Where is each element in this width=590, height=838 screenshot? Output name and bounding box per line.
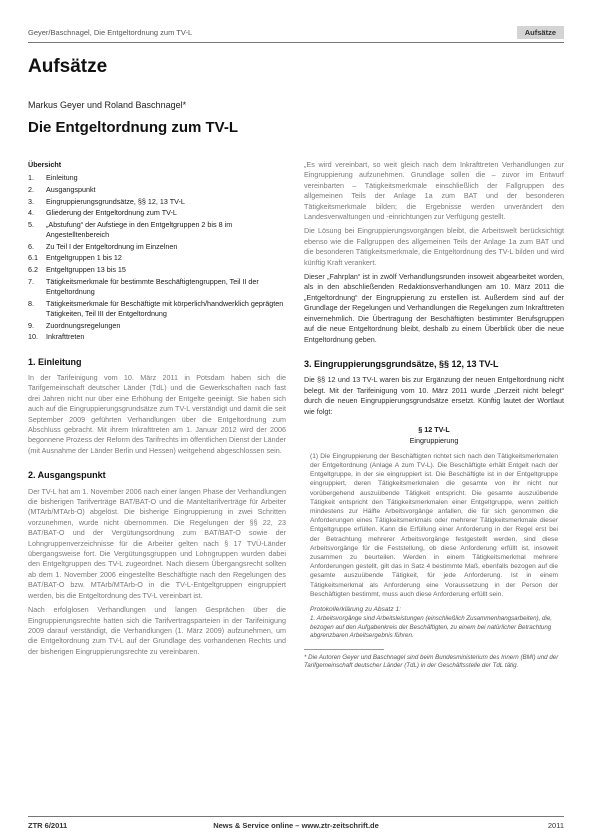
left-column <box>28 160 286 661</box>
footnote-rule <box>304 649 384 650</box>
journal-issue: ZTR 6/2011 <box>28 821 68 830</box>
body-paragraph: In der Tarifeinigung vom 10. März 2011 in Potsdam haben sich die Tarifgemeinschaft deutscher Länder (TdL) und die Gewerkschaften nach fast drei Jahren nicht nur über eine Erhöhung der Entgelte geeinigt. Sie haben sich auch auf die Eingruppierungsgrundsätze zum TV-L verständigt und damit die seit September 2009 geführten Verhandlungen über die Entgeltordnung zum Abschluss gebracht. Mit ihrem Inkrafttreten am 1. Januar 2012 wird der 2006 begonnene Prozess der Reform des Tarifrechts im öffentlichen Dienst der Länder (mit Ausnahme der Länder Berlin und Hessen) weitgehend abgeschlossen sein. <box>28 372 286 455</box>
law-text: (1) Die Eingruppierung der Beschäftigten richtet sich nach den Tätigkeitsmerkmalen der Entgeltordnung (Anlage A zum TV-L). Die Beschäftigte erhält Entgelt nach der Entgeltgruppe, in der sie eingruppiert ist. Die Beschäftigte ist in der Entgeltgruppe eingruppiert, deren Tätigkeitsmerkmalen die gesamte von ihr nicht nur vorübergehend auszuübende Tätigkeit entspricht. Die gesamte auszuübende Tätigkeit entspricht den Tätigkeitsmerkmalen einer Entgeltgruppe, wenn zeitlich mindestens zur Hälfte Arbeitsvorgänge anfallen, die für sich genommen die Anforderungen eines Tätigkeitsmerkmals oder mehrerer Tätigkeitsmerkmale dieser Entgeltgruppe erfüllen. Kann die Erfüllung einer Anforderung in der Regel erst bei der Betrachtung mehrerer Arbeitsvorgänge festgestellt werden, sind diese Arbeitsvorgänge für die Feststellung, ob diese Anforderung erfüllt ist, insoweit zusammen zu beurteilen. Werden in einem Tätigkeitsmerkmal mehrere Anforderungen gestellt, gilt das in Satz 4 bestimmte Maß, ebenfalls bezogen auf die gesamte auszuübende Tätigkeit, für jede Anforderung. Ist in einem Tätigkeitsmerkmal als Anforderung eine Voraussetzung in der Person der Beschäftigten bestimmt, muss auch diese Anforderung erfüllt sein. <box>310 452 558 598</box>
toc-item: 6.1 Entgeltgruppen 1 bis 12 <box>28 253 122 263</box>
authors: Markus Geyer und Roland Baschnagel* <box>28 100 187 110</box>
toc-item: 7. Tätigkeitsmerkmale für bestimmte Beschäftigtengruppen, Teil II der Entgeltordnung <box>28 276 259 296</box>
protocol-note: 1. Arbeitsvorgänge sind Arbeitsleistungen (einschließlich Zusammenhangsarbeiten), die, bezogen auf den Aufgabenkreis der Beschäftigten, zu einem bei natürlicher Betrachtung abgrenzbaren Arbeitsergebnis führen. <box>310 615 553 640</box>
section-heading-3: 3. Eingruppierungsgrundsätze, §§ 12, 13 TV-L <box>304 358 499 369</box>
quote-paragraph: „Es wird vereinbart, so weit gleich nach dem Inkrafttreten Verhandlungen zur Eingruppierung aufzunehmen. Grundlage sollen die – zuvor im Entwurf vereinbarten – Tätigkeitsmerkmale einschließlich der Fallgruppen des allgemeinen Teils der Anlage 1a zum BAT und der besonderen Tätigkeitsmerkmale bilden; die Ergebnisse werden unverändert den Landesverwaltungen und -einrichtungen zur Verfügung gestellt. <box>304 160 564 222</box>
running-title: Geyer/Baschnagel, Die Entgeltordnung zum TV-L <box>28 28 193 37</box>
law-title: § 12 TV-L <box>418 424 450 434</box>
section-heading-2: 2. Ausgangspunkt <box>28 470 106 481</box>
page-number: 2011 <box>547 821 564 830</box>
law-subtitle: Eingruppierung <box>409 436 459 446</box>
law-excerpt <box>304 425 564 641</box>
section-tab: Aufsätze <box>517 26 564 39</box>
toc-item: 9. Zuordnungsregelungen <box>28 320 121 330</box>
toc-item: 1. Einleitung <box>28 173 78 183</box>
toc-title: Übersicht <box>28 160 62 169</box>
header-rule <box>28 42 564 43</box>
running-head <box>28 26 564 40</box>
body-paragraph: Nach erfolglosen Verhandlungen und langen Gesprächen über die Eingruppierungsrechte hatten sich die Tarifvertragsparteien in der Tarifeinigung 2009 darauf verständigt, die Verhandlungen (1. März 2009) aufzunehmen, um die Entgeltordnung zum TV-L auf der Grundlage des vorhandenen Rechts und der bisherigen Eingruppierungsrechte zu vereinbaren. <box>28 605 286 656</box>
section-heading-1: 1. Einleitung <box>28 356 82 367</box>
body-paragraph: Der TV-L hat am 1. November 2006 nach einer langen Phase der Verhandlungen die bisherigen Tarifverträge BAT/BAT-O und die Manteltarifverträge für Arbeiter (MTArb/MTArb-O) abgelöst. Die bisherige Eingruppierung in zwei Schritten vorzunehmen, wurde nicht übernommen. Die Regelungen der §§ 22, 23 BAT/BAT-O und der Vergütungsordnung zum BAT/BAT-O sowie der Lohngruppenverzeichnisse für die Arbeiter gelten nach § 17 TVÜ-Länder übergangsweise fort. Die Vergütungsgruppen und Lohngruppen wurden dabei den Entgeltgruppen des TV-L zugeordnet. Nach diesem Übergangsrecht sollten ab dem 1. November 2006 eingestellte Beschäftigte nach den Regelungen des BAT/BAT-O bzw. MTArb/MTArb-O in die TV-L-Entgeltgruppen eingruppiert werden, bis die Entgeltordnung des TV-L vereinbart ist. <box>28 486 286 600</box>
toc-item: 4. Gliederung der Entgeltordnung zum TV-L <box>28 208 177 218</box>
toc-item: 10. Inkrafttreten <box>28 332 85 342</box>
protocol-note-title: Protokollerklärung zu Absatz 1: <box>310 606 402 613</box>
author-footnote: * Die Autoren Geyer und Baschnagel sind beim Bundesministerium des Innern (BMI) und der Tarifgemeinschaft deutscher Länder (TdL) in der Geschäftsstelle der TdL tätig. <box>304 653 559 670</box>
toc-item: 6.2 Entgeltgruppen 13 bis 15 <box>28 264 126 274</box>
article-title: Die Entgeltordnung zum TV-L <box>28 119 238 136</box>
section-title: Aufsätze <box>28 56 108 77</box>
right-column <box>304 160 564 673</box>
toc-item: 3. Eingruppierungsgrundsätze, §§ 12, 13 TV-L <box>28 196 185 206</box>
toc-item: 6. Zu Teil I der Entgeltordnung im Einzelnen <box>28 241 178 251</box>
toc-item: 2. Ausgangspunkt <box>28 185 96 194</box>
toc-list <box>28 173 286 342</box>
toc-item: 5. „Abstufung“ der Aufstiege in den Entgeltgruppen 2 bis 8 im Angestelltenbereich <box>28 219 233 240</box>
page-footer <box>28 821 564 833</box>
footer-website: News & Service online – www.ztr-zeitschrift.de <box>213 821 379 830</box>
body-paragraph: Dieser „Fahrplan“ ist in zwölf Verhandlungsrunden insoweit abgearbeitet worden, als in den abschließenden Redaktionsverhandlungen am 10. März 2011 die „Entgeltordnung“ der Eingruppierung zu erstellen ist. Außerdem sind auf der Grundlage der Regelungen und Verhandlungen die Regelungen zum Inkrafttreten einvernehmlich. Die Übertragung der Beschäftigten bestimmter Berufsgruppen auf die neue Entgeltordnung bleibt, deshalb zu einem Überblick über die neue Entgeltordnung geben. <box>304 272 564 344</box>
toc-item: 8. Tätigkeitsmerkmale für Beschäftigte mit körperlich/handwerklich geprägten Tätigkeiten, Teil III der Entgeltordnung <box>28 298 284 318</box>
body-paragraph: Die §§ 12 und 13 TV-L waren bis zur Ergänzung der neuen Entgeltordnung nicht belegt. Mit der Tarifeinigung vom 10. März 2011 wurde „Derzeit nicht belegt“ durch die neuen Eingruppierungsgrundsätze ersetzt. Künftig lautet der Wortlaut wie folgt: <box>304 375 564 416</box>
footer-rule <box>28 816 564 817</box>
quote-paragraph: Die Lösung bei Eingruppierungsvorgängen bleibt, die Arbeitswelt berücksichtigt ebenso wie die Fallgruppen des allgemeinen Teils der Anlage 1a zum BAT und die besonderen Tätigkeitsmerkmale, die Entgeltordnung des TV-L bilden und wird künftig Kraft verankert. <box>304 226 564 267</box>
